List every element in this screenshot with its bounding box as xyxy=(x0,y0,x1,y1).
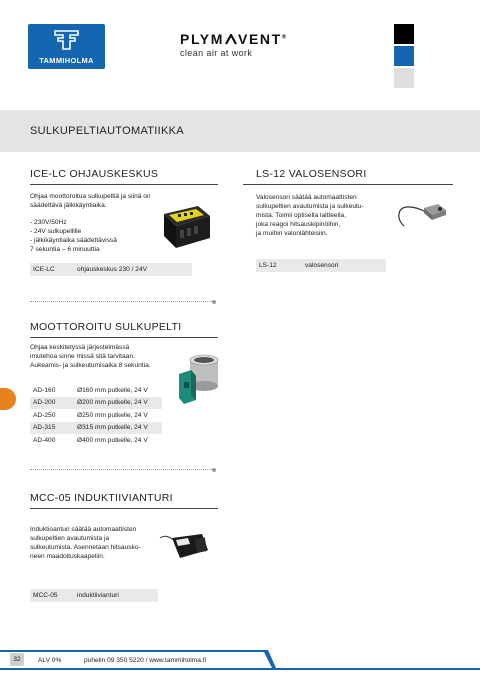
plymovent-o-icon xyxy=(225,34,237,45)
ls-12-description: Valosensori säätää automaattisten sulkupeltien avautumista ja sulkeutu- mista. Toimii optisella laitteella, joka reagoi hitsauskipinöihin, ja muihin valonlähteisiin. xyxy=(256,194,364,237)
ls-12-sensor-image xyxy=(396,196,452,230)
product-description: Ø315 mm putkelle, 24 V xyxy=(74,422,162,435)
category-title: SULKUPELTIAUTOMATIIKKA xyxy=(30,125,184,137)
induction-sensor-image xyxy=(158,528,214,562)
ice-lc-table xyxy=(30,263,192,276)
chapter-tab-marker xyxy=(0,388,16,410)
tammiholma-emblem-icon xyxy=(53,29,80,51)
ice-lc-description: Ohjaa moottoroitua sulkupeltiä ja siinä on säädettävä jälkikäyntiaika. xyxy=(30,193,151,209)
damper-valve-image xyxy=(176,352,222,406)
color-swatch-black xyxy=(394,24,414,44)
product-description: valosensori xyxy=(302,259,386,272)
color-swatch-blue xyxy=(394,46,414,66)
moottoroitu-table xyxy=(30,384,162,447)
product-description: Ø200 mm putkelle, 24 V xyxy=(74,397,162,410)
moottoroitu-title: MOOTTOROITU SULKUPELTI xyxy=(30,321,182,333)
page-footer xyxy=(0,648,480,672)
table-row xyxy=(30,263,192,276)
product-description: Ø400 mm putkelle, 24 V xyxy=(77,436,148,444)
plymovent-logo xyxy=(180,31,286,58)
plymovent-wordmark: PLYM xyxy=(180,31,225,47)
section-separator xyxy=(30,469,214,470)
product-description: induktiivianturi xyxy=(74,589,158,602)
mcc-05-table xyxy=(30,589,158,602)
table-row xyxy=(30,397,162,410)
product-code: AD-160 xyxy=(33,386,56,394)
product-code: MCC-05 xyxy=(30,589,74,602)
ice-lc-control-unit-image xyxy=(160,204,214,252)
mcc-05-rule xyxy=(30,508,218,509)
section-separator xyxy=(30,301,214,302)
table-row xyxy=(30,434,162,447)
ls-12-rule xyxy=(243,184,453,185)
ice-lc-rule xyxy=(30,184,218,185)
product-code: LS-12 xyxy=(256,259,302,272)
contact-info: puhelin 09 350 5220 / www.tammiholma.fi xyxy=(84,657,207,664)
table-row xyxy=(30,409,162,422)
product-code: AD-200 xyxy=(30,397,74,410)
product-description: ohjauskeskus 230 / 24V xyxy=(74,263,192,276)
page-number: 32 xyxy=(10,653,24,666)
plymovent-tagline: clean air at work xyxy=(180,48,253,58)
ice-lc-specs: - 230V/50Hz - 24V sulkupellille - jälkikäyntiaika säädettävissä 7 sekuntia – 6 minuuttia xyxy=(30,219,117,253)
tammiholma-wordmark: TAMMIHOLMA xyxy=(39,56,94,65)
moottoroitu-description: Ohjaa keskitetyssä järjestelmässä imutehoa sinne missä sitä tarvitaan. Aukeamis- ja sulkeutumisaika 8 sekuntia. xyxy=(30,344,151,369)
product-code: AD-400 xyxy=(33,436,56,444)
table-row xyxy=(30,589,158,602)
product-description: Ø160 mm putkelle, 24 V xyxy=(77,386,148,394)
registered-mark: ® xyxy=(281,34,287,41)
product-code: AD-250 xyxy=(33,411,56,419)
mcc-05-title: MCC-05 INDUKTIIVIANTURI xyxy=(30,492,173,504)
product-code: AD-315 xyxy=(30,422,74,435)
color-swatch-grey xyxy=(394,68,414,88)
product-code: ICE-LC xyxy=(30,263,74,276)
vat-note: ALV 0% xyxy=(38,657,62,664)
ice-lc-title: ICE-LC OHJAUSKESKUS xyxy=(30,168,159,180)
ls-12-title: LS-12 VALOSENSORI xyxy=(256,168,367,180)
table-row xyxy=(30,384,162,397)
table-row xyxy=(256,259,386,272)
moottoroitu-rule xyxy=(30,337,218,338)
table-row xyxy=(30,422,162,435)
tammiholma-logo xyxy=(28,24,105,69)
mcc-05-description: Induktioanturi säätää automaattisten sulkupeltien avautumista ja sulkeutumista. Asennetaan hitsausko- neen maadoituskaapeliin. xyxy=(30,526,141,560)
category-banner xyxy=(0,110,480,152)
product-description: Ø250 mm putkelle, 24 V xyxy=(77,411,148,419)
footer-stripe xyxy=(0,648,480,672)
ls-12-table xyxy=(256,259,386,272)
plymovent-wordmark-tail: VENT xyxy=(238,31,282,47)
